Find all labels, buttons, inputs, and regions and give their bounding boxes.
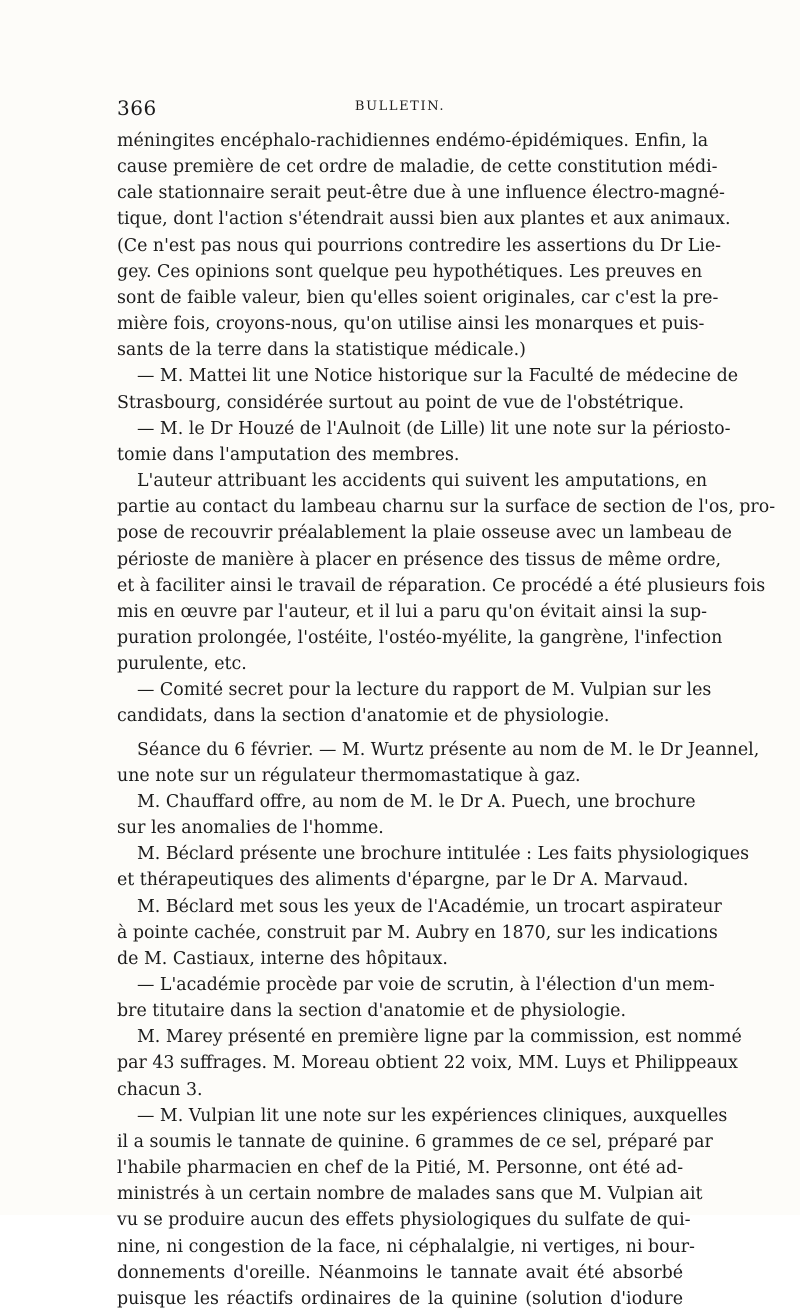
text-line: à pointe cachée, construit par M. Aubry en 1870, sur les indications [117, 922, 718, 943]
text-line: tique, dont l'action s'étendrait aussi bien aux plantes et aux animaux. [117, 209, 731, 230]
text-line: mis en œuvre par l'auteur, et il lui a paru qu'on évitait ainsi la sup- [117, 601, 707, 622]
text-line: candidats, dans la section d'anatomie et de physiologie. [117, 706, 610, 727]
text-line: gey. Ces opinions sont quelque peu hypothétiques. Les preuves en [117, 261, 703, 282]
text-line: nine, ni congestion de la face, ni céphalalgie, ni vertiges, ni bour- [117, 1236, 695, 1257]
text-line: méningites encéphalo-rachidiennes endémo-épidémiques. Enfin, la [117, 131, 709, 151]
text-line: puration prolongée, l'ostéite, l'ostéo-myélite, la gangrène, l'infection [117, 627, 723, 648]
text-line: (Ce n'est pas nous qui pourrions contredire les assertions du Dr Lie- [117, 235, 721, 256]
text-line: sont de faible valeur, bien qu'elles soient originales, car c'est la pre- [117, 287, 719, 308]
text-line: et thérapeutiques des aliments d'épargne, par le Dr A. Marvaud. [117, 870, 689, 891]
text-line: pose de recouvrir préalablement la plaie osseuse avec un lambeau de [117, 523, 732, 544]
text-line: tomie dans l'amputation des membres. [117, 444, 460, 465]
text-line: de M. Castiaux, interne des hôpitaux. [117, 948, 448, 969]
running-head: BULLETIN. [354, 99, 446, 114]
text-line: périoste de manière à placer en présence des tissus de même ordre, [117, 549, 722, 570]
text-line: Strasbourg, considérée surtout au point de vue de l'obstétrique. [117, 392, 685, 413]
text-line: mière fois, croyons-nous, qu'on utilise ainsi les monarques et puis- [117, 314, 705, 335]
text-line: donnements d'oreille. Néanmoins le tannate avait été absorbé [117, 1262, 683, 1283]
text-line: purulente, etc. [117, 654, 247, 675]
text-line: par 43 suffrages. M. Moreau obtient 22 voix, MM. Luys et Philippeaux [117, 1053, 738, 1074]
text-line: — M. Mattei lit une Notice historique sur la Faculté de médecine de [137, 366, 739, 387]
text-line: une note sur un régulateur thermomastatique à gaz. [117, 765, 581, 786]
text-line: sants de la terre dans la statistique médicale.) [117, 340, 526, 361]
text-line: M. Béclard met sous les yeux de l'Académie, un trocart aspirateur [137, 896, 722, 917]
text-line: Séance du 6 février. — M. Wurtz présente au nom de M. le Dr Jeannel, [137, 739, 760, 760]
text-line: cause première de cet ordre de maladie, de cette constitution médi- [117, 157, 718, 178]
text-line: vu se produire aucun des effets physiologiques du sulfate de qui- [117, 1210, 691, 1231]
text-line: ministrés à un certain nombre de malades sans que M. Vulpian ait [117, 1184, 703, 1205]
page-header [117, 96, 683, 122]
text-line: chacun 3. [117, 1079, 203, 1100]
text-line: bre titutaire dans la section d'anatomie et de physiologie. [117, 1001, 626, 1022]
text-line: — M. le Dr Houzé de l'Aulnoit (de Lille) lit une note sur la périosto- [137, 418, 731, 439]
text-line: cale stationnaire serait peut-être due à une influence électro-magné- [117, 183, 725, 204]
text-line: — L'académie procède par voie de scrutin, à l'élection d'un mem- [137, 975, 715, 995]
text-line: M. Chauffard offre, au nom de M. le Dr A. Puech, une brochure [137, 791, 696, 812]
text-line: et à faciliter ainsi le travail de réparation. Ce procédé a été plusieurs fois [117, 575, 766, 596]
text-line: — Comité secret pour la lecture du rapport de M. Vulpian sur les [137, 680, 712, 701]
text-line: puisque les réactifs ordinaires de la quinine (solution d'iodure [117, 1288, 683, 1309]
text-line: sur les anomalies de l'homme. [117, 818, 384, 839]
text-line: partie au contact du lambeau charnu sur la surface de section de l'os, pro- [117, 497, 776, 518]
page-number: 366 [117, 96, 157, 120]
text-line: l'habile pharmacien en chef de la Pitié, M. Personne, ont été ad- [117, 1158, 684, 1179]
text-line: M. Béclard présente une brochure intitulée : Les faits physiologiques [137, 844, 750, 865]
text-line: M. Marey présenté en première ligne par la commission, est nommé [137, 1027, 742, 1048]
body-text [117, 128, 776, 1312]
text-line: L'auteur attribuant les accidents qui suivent les amputations, en [137, 471, 708, 492]
text-line: — M. Vulpian lit une note sur les expériences cliniques, auxquelles [137, 1105, 728, 1126]
text-line: il a soumis le tannate de quinine. 6 grammes de ce sel, préparé par [117, 1131, 713, 1152]
